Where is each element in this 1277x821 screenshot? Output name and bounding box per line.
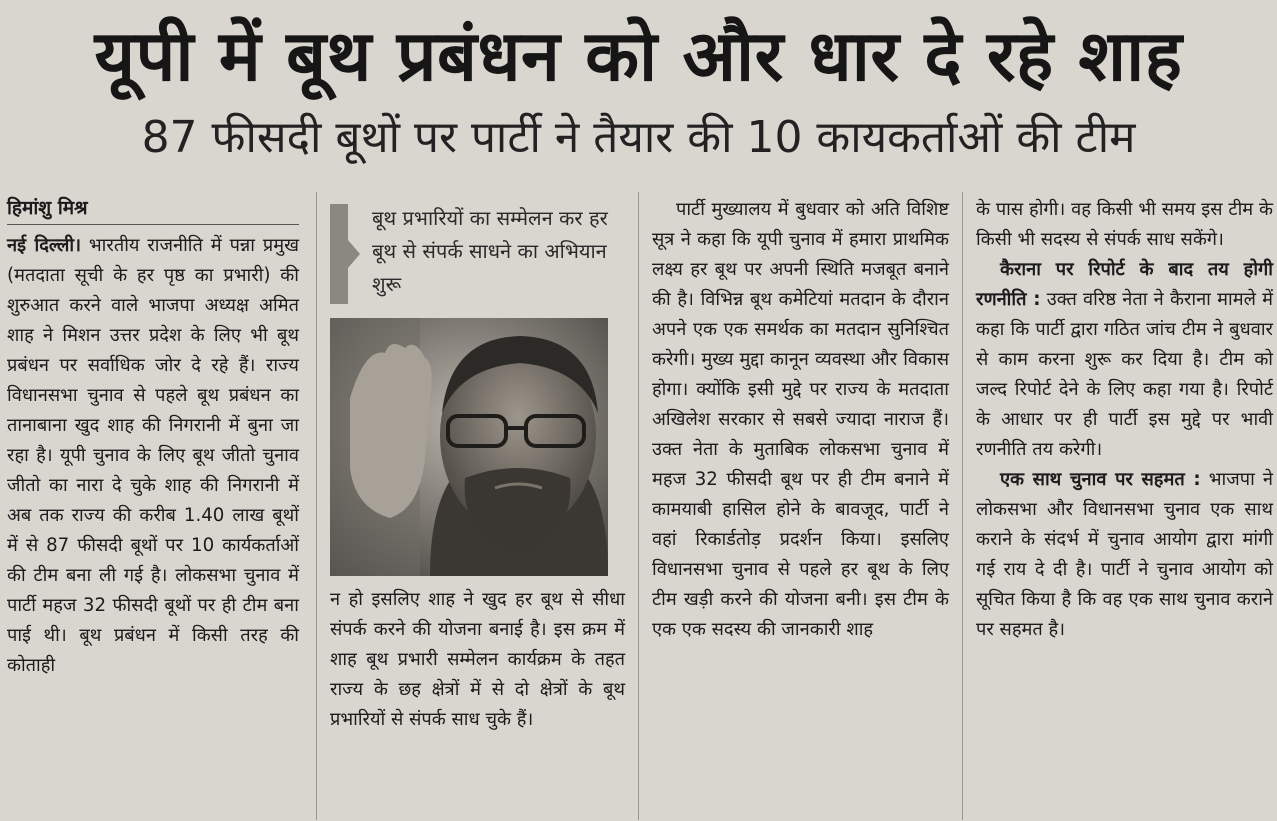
subheadline: 87 फीसदी बूथों पर पार्टी ने तैयार की 10 कायकर्ताओं की टीम <box>141 112 1136 163</box>
article-text: उक्त वरिष्ठ नेता ने कैराना मामले में कहा कि पार्टी द्वारा गठित जांच टीम ने बुधवार से काम करना शुरू कर दिया है। टीम को जल्द रिपोर्ट देने के लिए कहा गया है। रिपोर्ट के आधार पर ही पार्टी इस मुद्दे पर भावी रणनीति तय करेगी। <box>976 289 1274 460</box>
headline: यूपी में बूथ प्रबंधन को और धार दे रहे शाह <box>94 15 1183 97</box>
article-text: भाजपा ने लोकसभा और विधानसभा चुनाव एक साथ कराने के संदर्भ में चुनाव आयोग द्वारा मांगी गई राय दे दी है। पार्टी ने चुनाव आयोग को सूचित किया है कि वह एक साथ चुनाव कराने पर सहमत है। <box>976 469 1273 640</box>
dateline: नई दिल्ली। <box>7 235 81 256</box>
pull-quote-text: बूथ प्रभारियों का सम्मेलन कर हर बूथ से संपर्क साधने का अभियान शुरू <box>372 206 608 296</box>
article-column-1 <box>7 231 299 681</box>
pull-quote <box>330 202 620 306</box>
article-text: भारतीय राजनीति में पन्ना प्रमुख (मतदाता सूची के हर पृष्ठ का प्रभारी) की शुरुआत करने वाले भाजपा अध्यक्ष अमित शाह ने मिशन उत्तर प्रदेश के लिए भी बूथ प्रबंधन पर सर्वाधिक जोर दे रहे हैं। राज्य विधानसभा चुनाव से पहले बूथ प्रबंधन का तानाबाना खुद शाह की निगरानी में बुना जा रहा है। यूपी चुनाव के लिए बूथ जीतो चुनाव जीतो का नारा दे चुके शाह की निगरानी में अब तक राज्य की करीब 1.40 लाख बूथों में से 87 फीसदी बूथों पर 10 कार्यकर्ताओं की टीम बना ली गई है। लोकसभा चुनाव में पार्टी महज 32 फीसदी बूथों पर ही टीम बना पाई थी। बूथ प्रबंधन में किसी तरह की कोताही <box>7 235 299 676</box>
quote-bar <box>330 204 348 304</box>
quote-arrow-icon <box>348 240 360 268</box>
article-text: न हो इसलिए शाह ने खुद हर बूथ से सीधा संपर्क करने की योजना बनाई है। इस क्रम में शाह बूथ प्रभारी सम्मेलन कार्यक्रम के तहत राज्य के छह क्षेत्रों में से दो क्षेत्रों के बूथ प्रभारियों से संपर्क साध चुके हैं। <box>330 589 625 730</box>
column-rule <box>316 192 317 820</box>
article-column-4 <box>976 195 1273 645</box>
column-rule <box>638 192 639 820</box>
subheading: कैराना पर रिपोर्ट के बाद तय होगी रणनीति : <box>976 259 1273 310</box>
article-column-2 <box>330 585 625 735</box>
article-text: पार्टी मुख्यालय में बुधवार को अति विशिष्ट सूत्र ने कहा कि यूपी चुनाव में हमारा प्राथमिक लक्ष्य हर बूथ पर अपनी स्थिति मजबूत बनाने की है। विभिन्न बूथ कमेटियां मतदान के दौरान अपने एक एक समर्थक का मतदान सुनिश्चित करेगी। मुख्य मुद्दा कानून व्यवस्था और विकास होगा। क्योंकि इसी मुद्दे पर राज्य के मतदाता अखिलेश सरकार से सबसे ज्यादा नाराज हैं। उक्त नेता के मुताबिक लोकसभा चुनाव में महज 32 फीसदी बूथ पर ही टीम बनाने में कामयाबी हासिल होने के बावजूद, पार्टी ने वहां रिकार्डतोड़ प्रदर्शन किया। इसलिए विधानसभा चुनाव से पहले हर बूथ के लिए टीम खड़ी करने की योजना बनी। इस टीम के एक एक सदस्य की जानकारी शाह <box>652 199 949 640</box>
byline: हिमांशु मिश्र <box>7 194 299 225</box>
article-column-3 <box>652 195 949 645</box>
subheading: एक साथ चुनाव पर सहमत : <box>1000 469 1201 490</box>
portrait-photo <box>330 318 608 576</box>
column-rule <box>962 192 963 820</box>
article-text: के पास होगी। वह किसी भी समय इस टीम के किसी भी सदस्य से संपर्क साध सकेंगे। <box>976 199 1273 250</box>
